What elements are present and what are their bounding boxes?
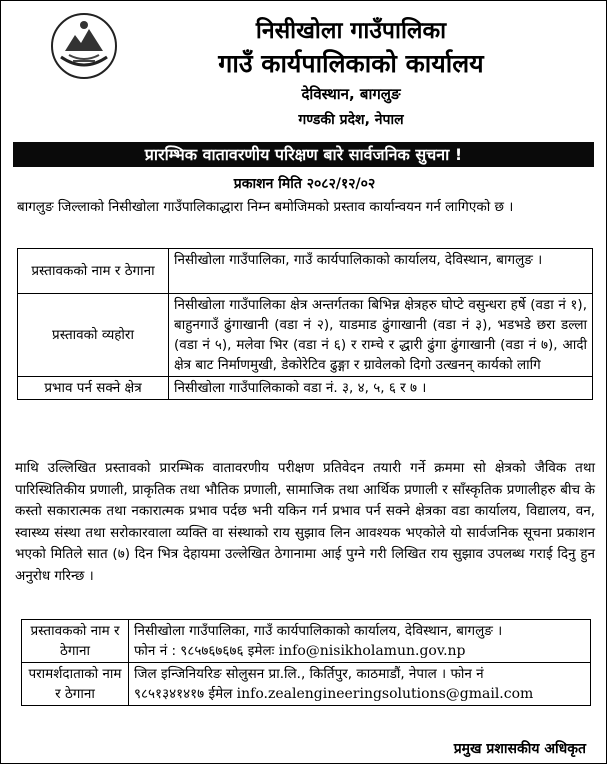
affected-area-label: प्रभाव पर्न सक्ने क्षेत्र xyxy=(18,377,169,400)
proponent-phone: फोन नं : ९८५७६७६७६ इमेलः xyxy=(134,643,275,659)
consultant-phone-email-line xyxy=(134,684,585,704)
intro-paragraph: बागलुङ जिल्लाको निसीखोला गाउँपालिकाद्धारा निम्न बमोजिमको प्रस्ताव कार्यान्वयन गर्न लागिएको छ । xyxy=(17,199,514,215)
municipality-name: निसीखोला गाउँपालिका xyxy=(255,18,447,44)
table-row xyxy=(18,377,593,400)
consultant-phone: ९८५१३४१४१७ ईमेल xyxy=(134,686,233,702)
consultant-email-link[interactable]: info.zealengineeringsolutions@gmail.com xyxy=(236,686,534,702)
notice-body-paragraph: माथि उल्लिखित प्रस्तावको प्रारम्भिक वातावरणीय परीक्षण प्रतिवेदन तयारी गर्ने क्रममा सो क्षेत्रको जैविक तथा पारिस्थितिकीय प्रणाली, प्राकृतिक तथा भौतिक प्रणाली, सामाजिक तथा आर्थिक प्रणाली र साँस्कृतिक प्रणालीहरु बीच के कस्तो सकारात्मक तथा नकारात्मक प्रभाव पर्दछ भनी यकिन गर्न प्रभाव पर्न सक्ने क्षेत्रका वडा कार्यालय, विद्यालय, वन, स्वास्थ्य संस्था तथा सरोकारवाला व्यक्ति वा संस्थाको राय सुझाव लिन आवश्यक भएकोले यो सार्वजनिक सूचना प्रकाशन भएको मितिले सात (७) दिन भित्र देहायमा उल्लेखित ठेगानामा आई पुग्ने गरी लिखित राय सुझाव उपलब्ध गराई दिनु हुन अनुरोध गरिन्छ । xyxy=(15,460,595,584)
proponent-address: निसीखोला गाउँपालिका, गाउँ कार्यपालिकाको कार्यालय, देविस्थान, बागलुङ । xyxy=(134,623,503,639)
consultant-contact-label: परामर्शदाताको नाम र ठेगाना xyxy=(22,663,129,706)
signatory-title: प्रमुख प्रशासकीय अधिकृत xyxy=(453,741,586,757)
proponent-email-link[interactable]: info@nisikholamun.gov.np xyxy=(278,643,466,659)
consultant-contact-value xyxy=(129,663,591,706)
proponent-label: प्रस्तावकको नाम र ठेगाना xyxy=(18,249,169,294)
table-row xyxy=(22,663,591,706)
notice-title-banner: प्रारम्भिक वातावरणीय परिक्षण बारे सार्वजनिक सुचना ! xyxy=(13,142,594,167)
proponent-contact-value xyxy=(129,620,591,663)
table-row xyxy=(18,294,593,377)
proposal-description-label: प्रस्तावको व्यहोरा xyxy=(18,294,169,377)
proponent-value: निसीखोला गाउँपालिका, गाउँ कार्यपालिकाको कार्यालय, देविस्थान, बागलुङ । xyxy=(169,249,593,294)
province-country: गण्डकी प्रदेश, नेपाल xyxy=(298,112,404,128)
proposal-description-value: निसीखोला गाउँपालिका क्षेत्र अन्तर्गतका बिभिन्न क्षेत्रहरु घोप्टे वसुन्धरा हर्षे (वडा नं १), बाहुनगाउँ ढुंगाखानी (वडा नं २), याडमाड ढुंगाखानी (वडा नं ३), भडभडे छरा डल्ला (वडा नं ५), मलेवा भिर (वडा नं ६) र राम्चे र द्धारी ढुंगा ढुंगाखानी (वडा नं ७), आदी क्षेत्र बाट निर्माणमुखी, डेकोरेटिव ढुङ्गा र ग्रावेलको दिगो उत्खनन् कार्यको लागि xyxy=(169,294,593,377)
table-row xyxy=(22,620,591,663)
publication-date: प्रकाशन मिति २०८२/१२/०२ xyxy=(233,176,376,192)
table-row xyxy=(18,249,593,294)
office-name: गाउँ कार्यपालिकाको कार्यालय xyxy=(218,49,484,78)
proponent-contact-label: प्रस्तावकको नाम र ठेगाना xyxy=(22,620,129,663)
office-location: देविस्थान, बागलुङ xyxy=(301,85,401,103)
proposal-details-table xyxy=(17,248,593,400)
nepal-government-emblem-icon xyxy=(49,11,119,81)
proponent-phone-email-line xyxy=(134,641,585,661)
affected-area-value: निसीखोला गाउँपालिकाको वडा नं. ३, ४, ५, ६ र ७ । xyxy=(169,377,593,400)
consultant-address: जिल इन्जिनियरिङ सोलुसन प्रा.लि., किर्तिपुर, काठमाडौं, नेपाल । फोन नं xyxy=(134,666,484,682)
contacts-table xyxy=(21,619,591,706)
